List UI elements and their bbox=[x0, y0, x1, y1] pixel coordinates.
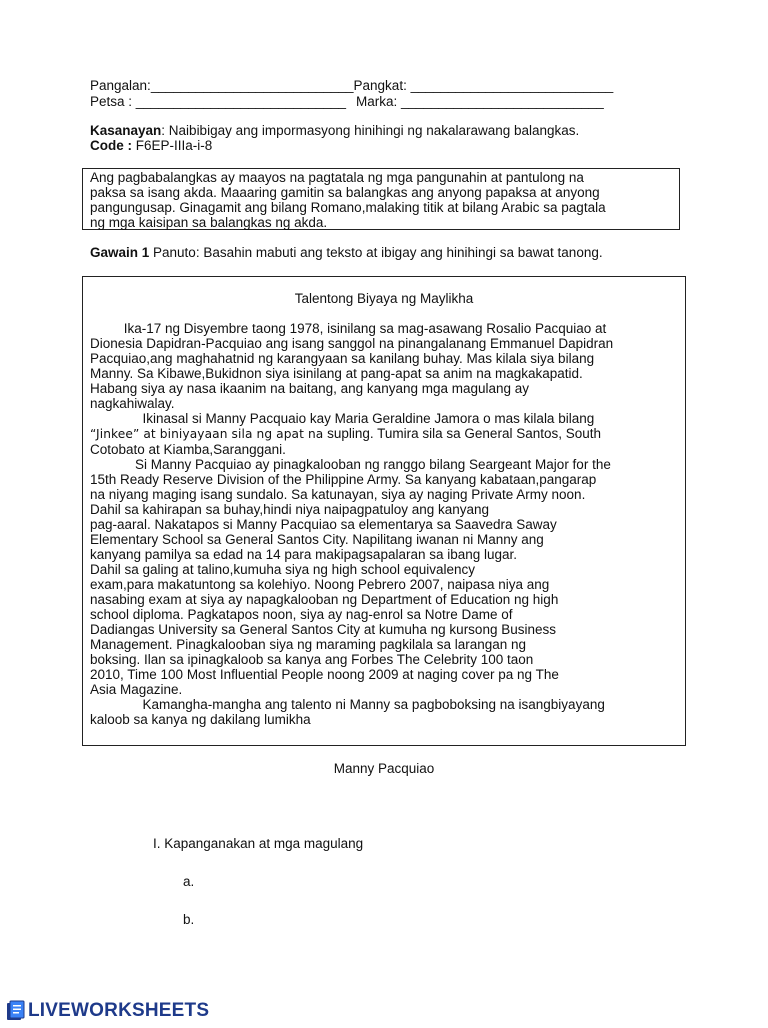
activity-instruction: Panuto: Basahin mabuti ang teksto at ibigay ang hinihingi sa bawat tanong. bbox=[149, 245, 603, 260]
story-line: Pacquiao,ang maghahatnid ng karangyaan sa kanilang buhay. Mas kilala siya bilang bbox=[90, 351, 595, 366]
story-line: Ika-17 ng Disyembre taong 1978, isinilang sa mag-asawang Rosalio Pacquiao at bbox=[90, 321, 607, 336]
name-blank[interactable]: ___________________________ bbox=[150, 78, 354, 93]
liveworksheets-brand[interactable] bbox=[4, 1000, 209, 1022]
story-line: Si Manny Pacquiao ay pinagkalooban ng ranggo bilang Seargeant Major for the bbox=[90, 457, 611, 472]
story-line: boksing. Ilan sa ipinagkaloob sa kanya ang Forbes The Celebrity 100 taon bbox=[90, 652, 534, 667]
story-line: Dahil sa kahirapan sa buhay,hindi niya naipagpatuloy ang kanyang bbox=[90, 502, 490, 517]
group-blank[interactable]: ___________________________ bbox=[410, 78, 614, 93]
story-line: Habang siya ay nasa ikaanim na baitang, ang kanyang mga magulang ay bbox=[90, 381, 530, 396]
code-line bbox=[90, 138, 212, 154]
name-row bbox=[90, 78, 613, 94]
story-line: Asia Magazine. bbox=[90, 682, 183, 697]
story-line: exam,para makatuntong sa kolehiyo. Noong Pebrero 2007, naipasa niya ang bbox=[90, 577, 550, 592]
score-blank[interactable]: ___________________________ bbox=[401, 94, 604, 109]
name-label: Pangalan: bbox=[90, 78, 151, 93]
date-label: Petsa : bbox=[90, 94, 136, 109]
story-line: na niyang maging isang sundalo. Sa katunayan, siya ay naging Private Army noon. bbox=[90, 487, 586, 502]
outline-item-a bbox=[183, 874, 498, 889]
story-box bbox=[82, 276, 686, 746]
definition-box bbox=[82, 168, 680, 230]
answer-field-b[interactable] bbox=[198, 913, 498, 927]
date-row bbox=[90, 94, 604, 110]
story-line: Dionesia Dapidran-Pacquiao ang isang sanggol na pinangalanang Emmanuel Dapidran bbox=[90, 336, 614, 351]
story-line: Kamangha-mangha ang talento ni Manny sa pagboboksing na isangbiyayang bbox=[90, 697, 605, 712]
story-quoted-text: “Jinkee” at biniyayaan sila ng apat na bbox=[90, 427, 324, 441]
story-line: school diploma. Pagkatapos noon, siya ay nag-enrol sa Notre Dame of bbox=[90, 607, 513, 622]
definition-line: pangungusap. Ginagamit ang bilang Romano,malaking titik at bilang Arabic sa pagtala bbox=[90, 200, 606, 215]
story-line: Manny. Sa Kibawe,Bukidnon siya isinilang at pang-apat sa anim na magkakapatid. bbox=[90, 366, 583, 381]
story-line: Cotobato at Kiamba,Saranggani. bbox=[90, 442, 286, 457]
skill-line bbox=[90, 123, 579, 139]
brand-name: LIVEWORKSHEETS bbox=[28, 1000, 210, 1021]
answer-field-a[interactable] bbox=[198, 875, 498, 889]
date-blank[interactable]: ____________________________ bbox=[135, 94, 347, 109]
activity-label: Gawain 1 bbox=[90, 245, 150, 260]
skill-text: : Naibibigay ang impormasyong hinihingi ng nakalarawang balangkas. bbox=[161, 123, 580, 138]
group-label: Pangkat: bbox=[353, 78, 411, 93]
story-line: nasabing exam at siya ay napagkalooban ng Department of Education ng high bbox=[90, 592, 559, 607]
story-line: kaloob sa kanya ng dakilang lumikha bbox=[90, 712, 311, 727]
activity-line bbox=[90, 245, 603, 261]
outline-heading-1: I. Kapanganakan at mga magulang bbox=[153, 836, 364, 851]
story-line: kanyang pamilya sa edad na 14 para makipagsapalaran sa ibang lugar. bbox=[90, 547, 518, 562]
story-line: Ikinasal si Manny Pacquaio kay Maria Geraldine Jamora o mas kilala bilang bbox=[90, 411, 595, 426]
code-value: F6EP-IIIa-i-8 bbox=[132, 138, 213, 153]
skill-label: Kasanayan bbox=[90, 123, 162, 138]
definition-line: paksa sa isang akda. Maaaring gamitin sa balangkas ang anyong papaksa at anyong bbox=[90, 185, 600, 200]
story-line: Elementary School sa General Santos City. Napilitang iwanan ni Manny ang bbox=[90, 532, 544, 547]
story-line: 2010, Time 100 Most Influential People noong 2009 at naging cover pa ng The bbox=[90, 667, 559, 682]
liveworksheets-logo-icon bbox=[4, 1000, 26, 1022]
code-label: Code : bbox=[90, 138, 132, 153]
score-label: Marka: bbox=[356, 94, 402, 109]
outline-subject: Manny Pacquiao bbox=[333, 761, 435, 776]
story-line: Dadiangas University sa General Santos City at kumuha ng kursong Business bbox=[90, 622, 556, 637]
story-text bbox=[90, 321, 682, 727]
story-line bbox=[90, 426, 682, 442]
story-line: Management. Pinagkalooban siya ng maraming pagkilala sa larangan ng bbox=[90, 637, 527, 652]
story-line: 15th Ready Reserve Division of the Philippine Army. Sa kanyang kabataan,pangarap bbox=[90, 472, 597, 487]
story-line: nagkahiwalay. bbox=[90, 396, 175, 411]
story-line: Dahil sa galing at talino,kumuha siya ng high school equivalency bbox=[90, 562, 475, 577]
story-title: Talentong Biyaya ng Maylikha bbox=[294, 291, 474, 306]
story-line: pag-aaral. Nakatapos si Manny Pacquiao sa elementarya sa Saavedra Saway bbox=[90, 517, 557, 532]
outline-item-b-label: b. bbox=[183, 912, 195, 927]
definition-line: ng mga kaisipan sa balangkas ng akda. bbox=[90, 215, 328, 230]
outline-item-a-label: a. bbox=[183, 874, 195, 889]
definition-text bbox=[90, 170, 678, 230]
story-quoted-rest: supling. Tumira sila sa General Santos, South bbox=[323, 426, 602, 441]
definition-line: Ang pagbabalangkas ay maayos na pagtatala ng mga pangunahin at pantulong na bbox=[90, 170, 584, 185]
outline-item-b bbox=[183, 912, 498, 927]
